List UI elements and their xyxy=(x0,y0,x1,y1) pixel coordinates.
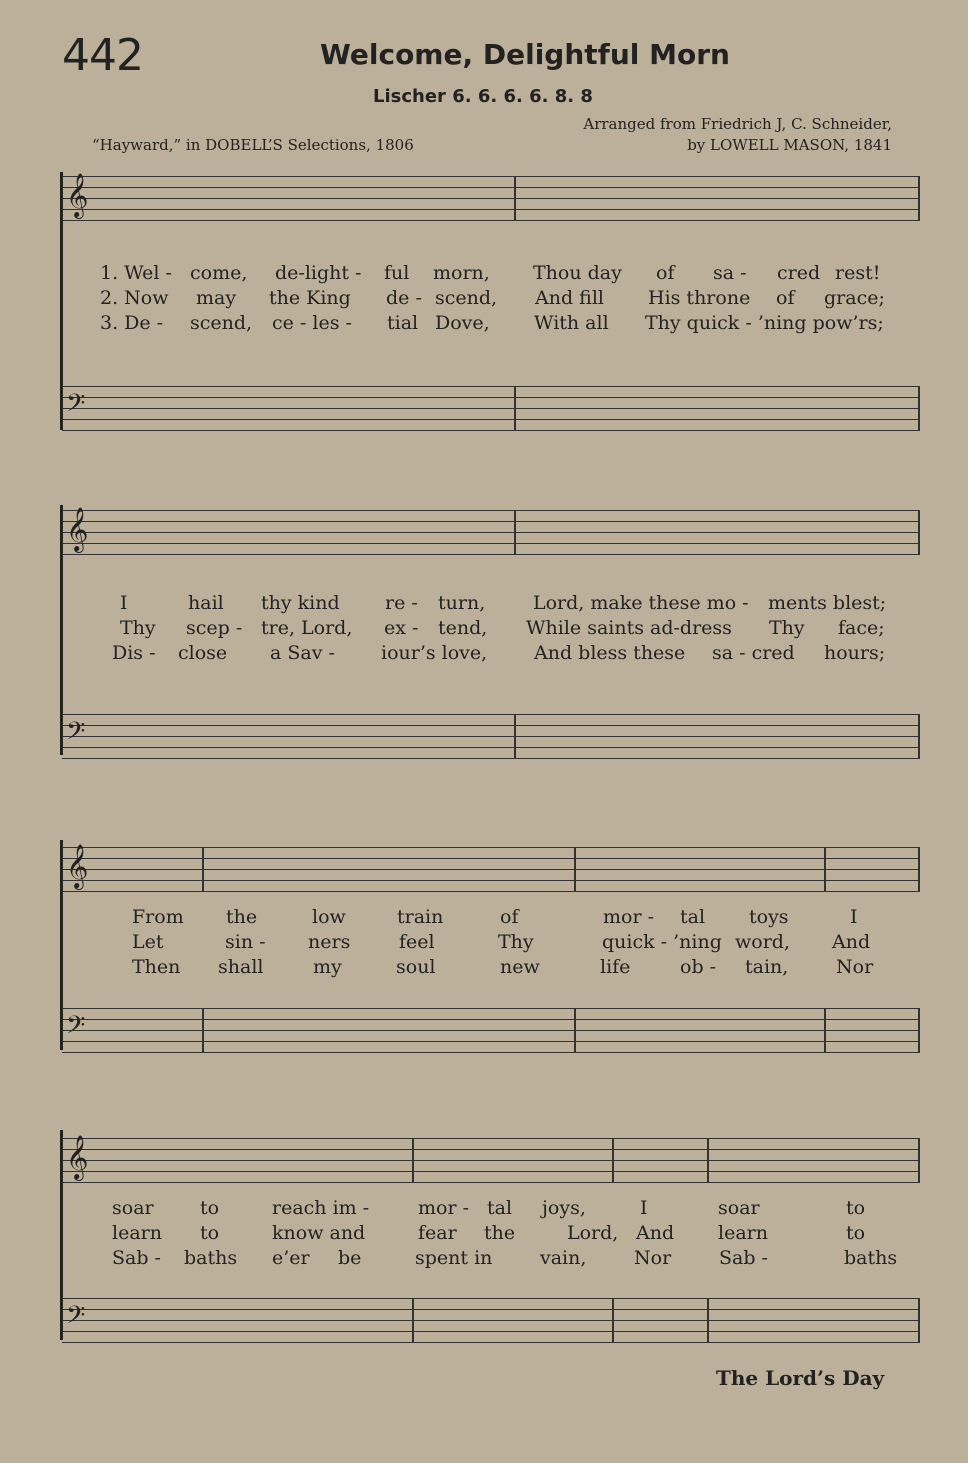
lyric-syllable: ex - xyxy=(384,617,419,639)
lyric-syllable: the xyxy=(226,906,258,928)
treble-clef-icon: 𝄞 xyxy=(66,173,89,217)
lyric-syllable: of xyxy=(656,262,675,284)
treble-staff xyxy=(62,1135,920,1182)
lyric-syllable: be xyxy=(338,1247,362,1269)
lyric-syllable: sa - xyxy=(713,262,747,284)
lyric-syllable: sa - cred xyxy=(712,642,795,664)
bass-staff xyxy=(62,1008,920,1052)
lyric-syllable: reach im - xyxy=(272,1197,370,1219)
lyric-syllable: From xyxy=(132,906,184,928)
arranger-line-2: by LOWELL MASON, 1841 xyxy=(687,136,892,154)
lyric-syllable: e’er xyxy=(272,1247,310,1269)
treble-staff xyxy=(62,844,920,891)
lyric-syllable: soul xyxy=(396,956,436,978)
treble-staff xyxy=(62,173,920,220)
lyric-syllable: word, xyxy=(735,931,790,953)
lyric-syllable: close xyxy=(178,642,228,664)
lyric-syllable: spent in xyxy=(415,1247,493,1269)
lyric-syllable: Thou day xyxy=(533,262,622,284)
treble-clef-icon: 𝄞 xyxy=(66,1135,89,1179)
lyric-syllable: a Sav - xyxy=(270,642,335,664)
lyric-syllable: de - xyxy=(386,287,422,309)
lyric-syllable: may xyxy=(196,287,237,309)
lyric-syllable: sin - xyxy=(225,931,266,953)
lyric-syllable: know and xyxy=(272,1222,366,1244)
lyric-syllable: mor - xyxy=(418,1197,469,1219)
treble-clef-icon: 𝄞 xyxy=(66,844,89,888)
lyric-syllable: to xyxy=(200,1222,220,1244)
lyric-syllable: low xyxy=(312,906,346,928)
lyric-syllable: And xyxy=(636,1222,675,1244)
lyric-syllable: 3. De - xyxy=(100,312,164,334)
lyric-syllable: Let xyxy=(132,931,164,953)
lyric-syllable: mor - xyxy=(603,906,654,928)
lyric-syllable: hail xyxy=(188,592,224,614)
bass-clef-icon: 𝄢 xyxy=(66,1301,86,1336)
lyric-syllable: vain, xyxy=(540,1247,587,1269)
lyric-syllable: ce - les - xyxy=(272,312,352,334)
lyric-syllable: iour’s love, xyxy=(381,642,488,664)
lyric-syllable: re - xyxy=(385,592,418,614)
lyric-syllable: scend, xyxy=(190,312,253,334)
lyric-syllable: learn xyxy=(112,1222,162,1244)
lyric-syllable: soar xyxy=(112,1197,154,1219)
bass-staff xyxy=(62,386,920,430)
bass-clef-icon: 𝄢 xyxy=(66,389,86,424)
treble-clef-icon: 𝄞 xyxy=(66,507,89,551)
lyric-syllable: fear xyxy=(418,1222,457,1244)
tune-meter: Lischer 6. 6. 6. 6. 8. 8 xyxy=(373,86,593,107)
lyric-syllable: With all xyxy=(534,312,609,334)
lyric-syllable: joys, xyxy=(542,1197,586,1219)
lyric-syllable: Sab - xyxy=(112,1247,161,1269)
lyric-syllable: Thy xyxy=(498,931,534,953)
lyric-syllable: baths xyxy=(184,1247,238,1269)
lyric-syllable: toys xyxy=(749,906,789,928)
lyric-syllable: of xyxy=(500,906,519,928)
source-credit: “Hayward,” in DOBELL’S Selections, 1806 xyxy=(92,136,414,154)
lyric-syllable: Lord, xyxy=(567,1222,619,1244)
bass-staff xyxy=(62,1298,920,1342)
lyric-syllable: 1. Wel - xyxy=(100,262,172,284)
lyric-syllable: I xyxy=(850,906,858,928)
lyric-syllable: the King xyxy=(269,287,351,309)
lyric-syllable: I xyxy=(640,1197,648,1219)
lyric-syllable: I xyxy=(120,592,128,614)
lyric-syllable: baths xyxy=(844,1247,898,1269)
lyric-syllable: Thy quick - ’ning pow’rs; xyxy=(645,312,884,334)
lyric-syllable: ful xyxy=(384,262,410,284)
lyric-syllable: new xyxy=(500,956,540,978)
lyric-syllable: ners xyxy=(308,931,351,953)
hymn-number: 442 xyxy=(62,30,143,81)
lyric-syllable: Thy xyxy=(120,617,156,639)
lyric-syllable: train xyxy=(397,906,444,928)
bass-clef-icon: 𝄢 xyxy=(66,717,86,752)
lyric-syllable: And bless these xyxy=(534,642,686,664)
bass-clef-icon: 𝄢 xyxy=(66,1011,86,1046)
lyric-syllable: rest! xyxy=(835,262,881,284)
lyric-syllable: learn xyxy=(718,1222,768,1244)
lyric-syllable: to xyxy=(846,1222,866,1244)
hymn-title: Welcome, Delightful Morn xyxy=(320,38,730,71)
lyric-syllable: Dis - xyxy=(112,642,156,664)
lyric-syllable: morn, xyxy=(433,262,490,284)
arranger-credit xyxy=(532,114,892,156)
lyric-syllable: tend, xyxy=(438,617,488,639)
lyric-syllable: 2. Now xyxy=(100,287,169,309)
lyric-syllable: tain, xyxy=(745,956,789,978)
lyric-syllable: And xyxy=(832,931,871,953)
lyric-syllable: hours; xyxy=(824,642,886,664)
lyric-syllable: de-light - xyxy=(275,262,362,284)
category-footer: The Lord’s Day xyxy=(716,1366,885,1390)
lyric-syllable: tial xyxy=(387,312,419,334)
lyric-syllable: His throne xyxy=(648,287,751,309)
lyric-syllable: scend, xyxy=(435,287,498,309)
lyric-syllable: the xyxy=(484,1222,516,1244)
lyric-syllable: quick - ’ning xyxy=(602,931,722,953)
lyric-syllable: thy kind xyxy=(261,592,340,614)
lyric-syllable: to xyxy=(200,1197,220,1219)
lyric-syllable: turn, xyxy=(438,592,486,614)
lyric-syllable: ob - xyxy=(680,956,717,978)
lyric-syllable: feel xyxy=(399,931,435,953)
lyric-syllable: Thy xyxy=(769,617,805,639)
lyric-syllable: scep - xyxy=(186,617,243,639)
lyric-syllable: Lord, make these mo - xyxy=(533,592,749,614)
arranger-line-1: Arranged from Friedrich J, C. Schneider, xyxy=(583,115,892,133)
lyric-syllable: soar xyxy=(718,1197,760,1219)
bass-staff xyxy=(62,714,920,758)
lyric-syllable: of xyxy=(776,287,795,309)
lyric-syllable: Nor xyxy=(836,956,874,978)
lyric-syllable: cred xyxy=(777,262,821,284)
lyric-syllable: tre, Lord, xyxy=(261,617,353,639)
lyric-syllable: While saints ad-dress xyxy=(526,617,732,639)
lyric-syllable: grace; xyxy=(824,287,885,309)
lyric-syllable: ments blest; xyxy=(768,592,887,614)
lyric-syllable: shall xyxy=(218,956,264,978)
lyric-syllable: life xyxy=(600,956,631,978)
treble-staff xyxy=(62,507,920,554)
lyric-syllable: to xyxy=(846,1197,866,1219)
lyric-syllable: tal xyxy=(487,1197,513,1219)
lyric-syllable: Then xyxy=(132,956,181,978)
lyric-syllable: my xyxy=(313,956,342,978)
lyric-syllable: face; xyxy=(838,617,885,639)
lyric-syllable: come, xyxy=(190,262,248,284)
lyric-syllable: And fill xyxy=(535,287,604,309)
lyric-syllable: Dove, xyxy=(435,312,490,334)
lyric-syllable: Sab - xyxy=(719,1247,768,1269)
lyric-syllable: tal xyxy=(680,906,706,928)
lyric-syllable: Nor xyxy=(634,1247,672,1269)
